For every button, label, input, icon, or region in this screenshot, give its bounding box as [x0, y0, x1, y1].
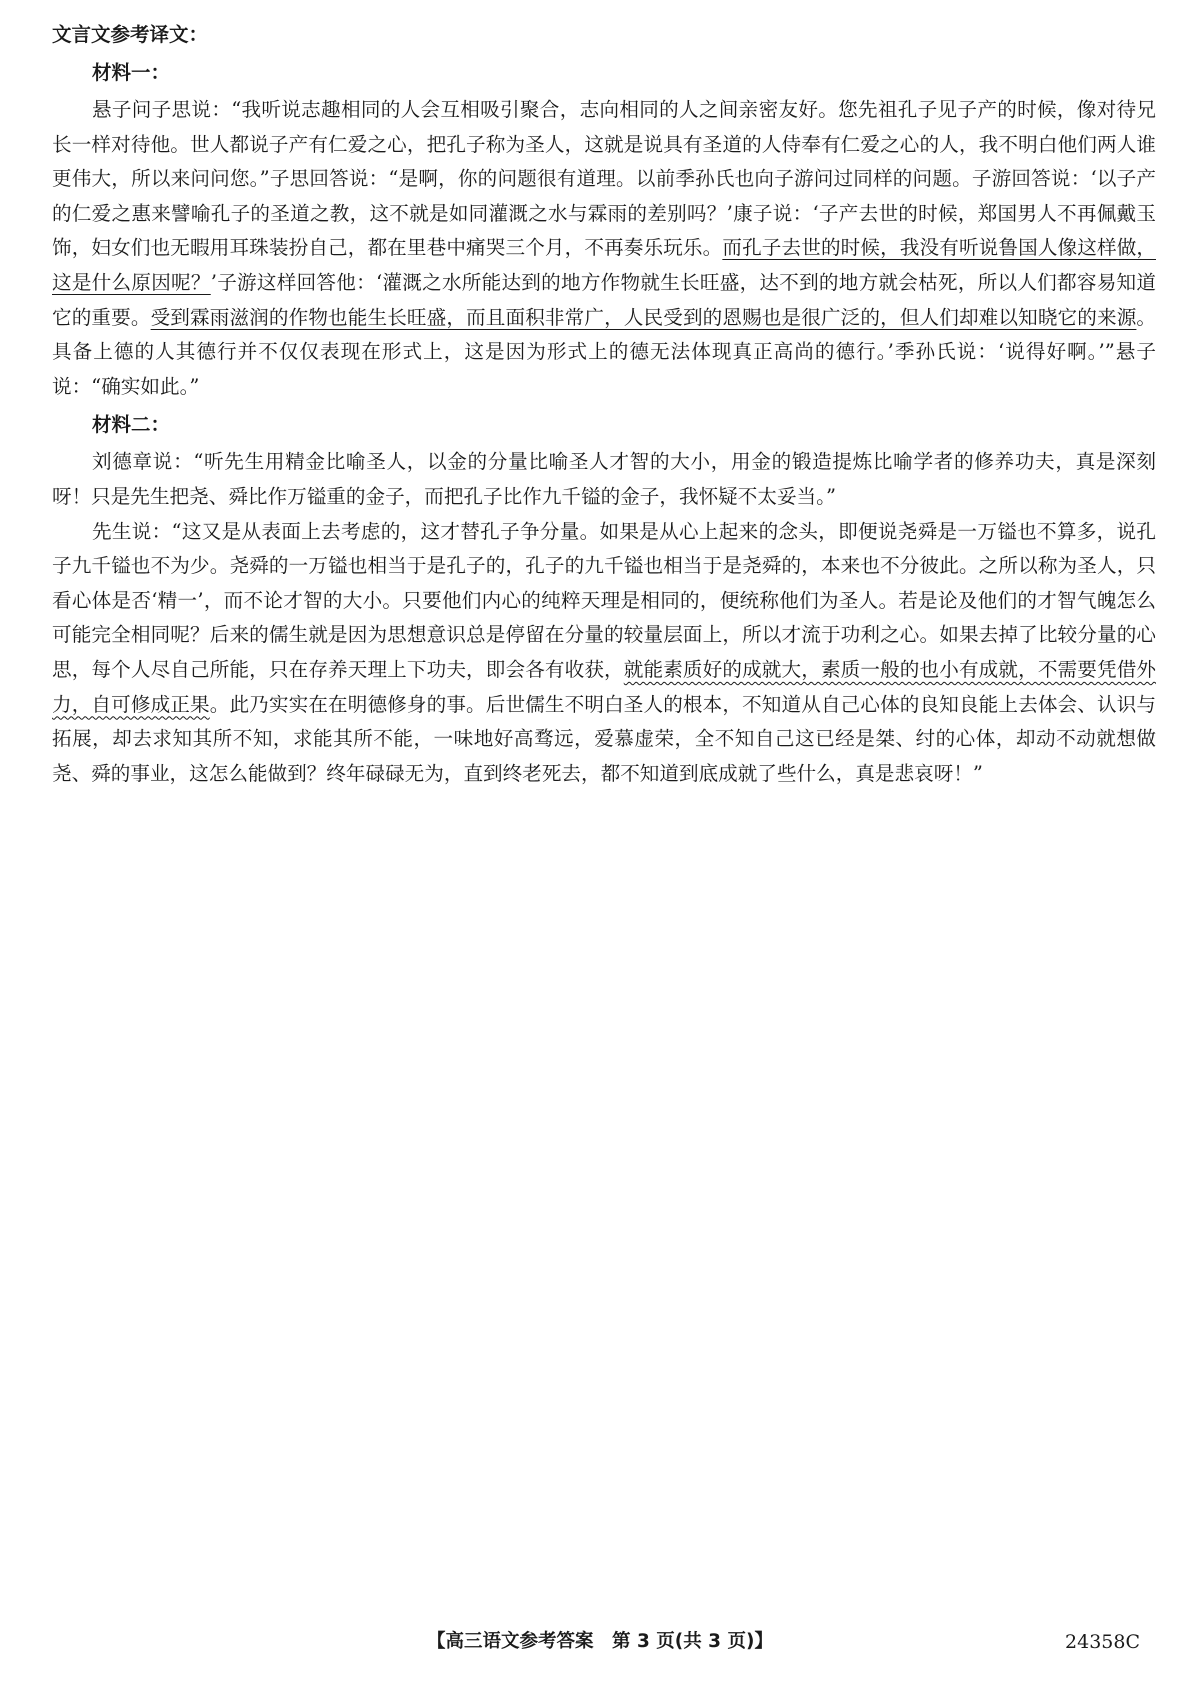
material-2-text-a: 先生说：“这又是从表面上去考虑的，这才替孔子争分量。如果是从心上起来的念头，即便说尧舜是一万镒也不算多，说孔子九千镒也不为少。尧舜的一万镒也相当于是孔子的，孔子的九千镒也相当于是尧舜的，本来也不分彼此。之所以称为圣人，只看心体是否‘精一’，而不论才智的大小。只要他们内心的纯粹天理是相同的，便统称他们为圣人。若是论及他们的才智气魄怎么可能完全相同呢？后来的儒生就是因为思想意识总是停留在分量的较量层面上，所以才流于功利之心。如果去掉了比较分量的心思，每个人尽自己所能，只在存养天理上下功夫，即会各有收获，: [52, 519, 1156, 681]
underlined-sentence-1: 而孔子去世的时候，我没有听说鲁国人像这样做，这是什么原因呢？: [52, 236, 1156, 294]
footer-page-info: 【高三语文参考答案 第 3 页(共 3 页)】: [427, 1631, 773, 1652]
underlined-sentence-2: 受到霖雨滋润的作物也能生长旺盛，而且面积非常广，人民受到的恩赐也是很广泛的，但人们却难以知晓它的来源: [150, 305, 1137, 329]
document-body: [52, 18, 1156, 791]
material-2-text-b: 。此乃实实在在明德修身的事。后世儒生不明白圣人的根本，不知道从自己心体的良知良能上去体会、认识与拓展，却去求知其所不知，求能其所不能，一味地好高骛远，爱慕虚荣，全不知自己这已经是桀、纣的心体，却动不动就想做尧、舜的事业，这怎么能做到？终年碌碌无为，直到终老死去，都不知道到底成就了些什么，真是悲哀呀！”: [52, 692, 1157, 785]
wavy-underlined-sentence: 就能素质好的成就大，素质一般的也小有成就，不需要凭借外力，自可修成正果: [52, 657, 1157, 716]
section-title: 文言文参考译文：: [52, 23, 209, 46]
material-2-paragraph-2: [52, 515, 1156, 792]
material-1-text-c: 。具备上德的人其德行并不仅仅表现在形式上，这是因为形式上的德无法体现真正高尚的德行。’季孙氏说：‘说得好啊。’”悬子说：“确实如此。”: [52, 305, 1157, 398]
material-2-paragraph-1: 刘德章说：“听先生用精金比喻圣人，以金的分量比喻圣人才智的大小，用金的锻造提炼比喻学者的修养功夫，真是深刻呀！只是先生把尧、舜比作万镒重的金子，而把孔子比作九千镒的金子，我怀疑不太妥当。”: [52, 450, 1156, 508]
material-2-heading: 材料二：: [92, 413, 171, 437]
material-1-paragraph: [52, 93, 1156, 404]
material-1-heading: 材料一：: [92, 61, 171, 84]
material-1-text-a: 悬子问子思说：“我听说志趣相同的人会互相吸引聚合，志向相同的人之间亲密友好。您先祖孔子见子产的时候，像对待兄长一样对待他。世人都说子产有仁爱之心，把孔子称为圣人，这就是说具有圣道的人侍奉有仁爱之心的人，我不明白他们两人谁更伟大，所以来问问您。”子思回答说：“是啊，你的问题很有道理。以前季孙氏也向子游问过同样的问题。子游回答说：‘以子产的仁爱之惠来譬喻孔子的圣道之教，这不就是如同灌溉之水与霖雨的差别吗？’康子说：‘子产去世的时候，郑国男人不再佩戴玉饰，妇女们也无暇用耳珠装扮自己，都在里巷中痛哭三个月，不再奏乐玩乐。: [52, 98, 1156, 260]
footer-exam-code: 24358C: [1065, 1631, 1140, 1653]
page-footer: [0, 1627, 1200, 1657]
material-1-text-b: ’子游这样回答他：‘灌溉之水所能达到的地方作物就生长旺盛，达不到的地方就会枯死，所以人们都容易知道它的重要。: [52, 270, 1156, 329]
